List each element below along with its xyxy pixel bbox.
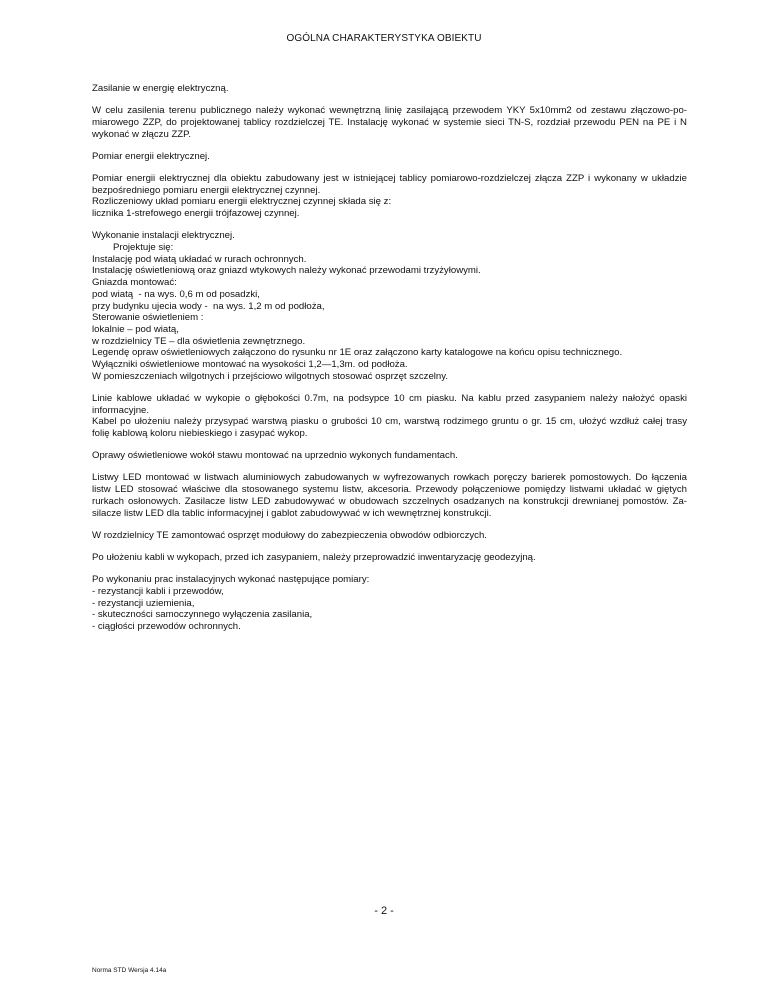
paragraph-line: Legendę opraw oświetleniowych załączono do rysunku nr 1E oraz załączono karty katalogowe na końcu opisu technicznego.	[92, 347, 623, 359]
paragraph-line: Oprawy oświetleniowe wokół stawu montować na uprzednio wykonych fundamentach.	[92, 450, 458, 462]
page-header-title: OGÓLNA CHARAKTERYSTYKA OBIEKTU	[286, 33, 482, 44]
section-inwentaryzacja	[92, 552, 687, 564]
paragraph-line: pod wiatą - na wys. 0,6 m od posadzki,	[92, 288, 260, 300]
section-zasilanie-body	[92, 105, 687, 140]
list-item: - rezystancji uziemienia,	[92, 597, 195, 609]
list-item: - skuteczności samoczynnego wyłączenia zasilania,	[92, 609, 313, 621]
paragraph-line: Po wykonaniu prac instalacyjnych wykonać następujące pomiary:	[92, 574, 370, 586]
paragraph-line: Instalację pod wiatą układać w rurach ochronnych.	[92, 253, 307, 265]
document-body	[92, 83, 687, 643]
section-heading: Wykonanie instalacji elektrycznej.	[92, 230, 235, 242]
paragraph-line: Listwy LED montować w listwach aluminiowych zabudowanych w wyfrezowanych rowkach poręczy barierek pomostowych. Do łączenia	[92, 472, 687, 484]
paragraph-line: listw LED stosować właściwe dla stosowanego systemu listw, akcesoria. Przewody połączeniowe pomiędzy listwami układać w giętych	[92, 484, 687, 496]
footer-version-note: Norma STD Wersja 4.14a	[92, 967, 167, 974]
section-heading: Zasilanie w energię elektryczną.	[92, 83, 229, 94]
paragraph-line: W pomieszczeniach wilgotnych i przejściowo wilgotnych stosować osprzęt szczelny.	[92, 370, 448, 382]
list-item: - ciągłości przewodów ochronnych.	[92, 621, 241, 633]
section-oprawy	[92, 450, 687, 462]
paragraph-line	[92, 393, 687, 405]
paragraph-line-right: Na kablu przed zasypaniem należy nałożyć opaski	[461, 392, 688, 404]
paragraph-line: W celu zasilenia terenu publicznego należy wykonać wewnętrzną linię zasilającą przewodem YKY 5x10mm2 od zestawu złączowo-po-	[92, 105, 687, 117]
section-wykonanie	[92, 230, 687, 382]
paragraph-line: przy budynku ujecia wody - na wys. 1,2 m od podłoża,	[92, 300, 325, 312]
paragraph-line: Gniazda montować:	[92, 277, 177, 289]
section-pomiary	[92, 574, 687, 633]
paragraph-line-left: Linie kablowe układać w wykopie o głębokości 0.7m, na podsypce 10 cm piasku.	[92, 392, 457, 404]
section-listwy-led	[92, 472, 687, 519]
section-zasilanie-heading	[92, 83, 687, 95]
paragraph-line: w rozdzielnicy TE – dla oświetlenia zewnętrznego.	[92, 335, 306, 347]
section-rozdzielnica	[92, 530, 687, 542]
paragraph-line: licznika 1-strefowego energii trójfazowej czynnej.	[92, 208, 300, 220]
section-linie-kablowe	[92, 393, 687, 440]
paragraph-line: Kabel po ułożeniu należy przysypać warstwą piasku o grubości 10 cm, warstwą rodzimego gruntu o gr. 15 cm, ułożyć wzdłuż całej trasy	[92, 416, 687, 428]
paragraph-line: miarowego ZZP, do projektowanej tablicy rozdzielczej TE. Instalację wykonać w systemie sieci TN-S, rozdział przewodu PEN na PE i N	[92, 116, 687, 128]
paragraph-line: Pomiar energii elektrycznej dla obiektu zabudowany jest w istniejącej tablicy pomiarowo-rozdzielczej złącza ZZP i wykonany w układzie	[92, 173, 687, 185]
paragraph-line: Sterowanie oświetleniem :	[92, 312, 204, 324]
paragraph-line: bezpośredniego pomiaru energii elektrycznej czynnej.	[92, 184, 321, 196]
paragraph-line: wykonać w złączu ZZP.	[92, 128, 191, 140]
page-number: - 2 -	[374, 905, 394, 917]
list-item: - rezystancji kabli i przewodów,	[92, 585, 224, 597]
paragraph-line: informacyjne.	[92, 404, 150, 416]
paragraph-line: lokalnie – pod wiatą,	[92, 323, 179, 335]
paragraph-line: rurkach osłonowych. Zasilacze listw LED zabudowywać w obudowach szczelnych osadzanych na konstrukcji drewnianej pomostów. Za-	[92, 495, 687, 507]
section-pomiar-body	[92, 173, 687, 220]
paragraph-line: Wyłączniki oświetleniowe montować na wysokości 1,2—1,3m. od podłoża.	[92, 359, 408, 371]
paragraph-line: Rozliczeniowy układ pomiaru energii elektrycznej czynnej składa się z:	[92, 196, 392, 208]
section-heading: Pomiar energii elektrycznej.	[92, 150, 210, 162]
paragraph-line: folię kablową koloru niebieskiego i zasypać wykop.	[92, 428, 308, 440]
paragraph-line: Instalację oświetleniową oraz gniazd wtykowych należy wykonać przewodami trzyżyłowymi.	[92, 265, 481, 277]
section-subheading: Projektuje się:	[113, 242, 174, 254]
paragraph-line: W rozdzielnicy TE zamontować osprzęt modułowy do zabezpieczenia obwodów odbiorczych.	[92, 529, 487, 541]
paragraph-line: Po ułożeniu kabli w wykopach, przed ich zasypaniem, należy przeprowadzić inwentaryzację geodezyjną.	[92, 552, 536, 563]
paragraph-line: silacze listw LED dla tablic informacyjnej i gablot zabudowywać w ich wewnętrznej konstrukcji.	[92, 507, 492, 519]
section-pomiar-heading	[92, 151, 687, 163]
